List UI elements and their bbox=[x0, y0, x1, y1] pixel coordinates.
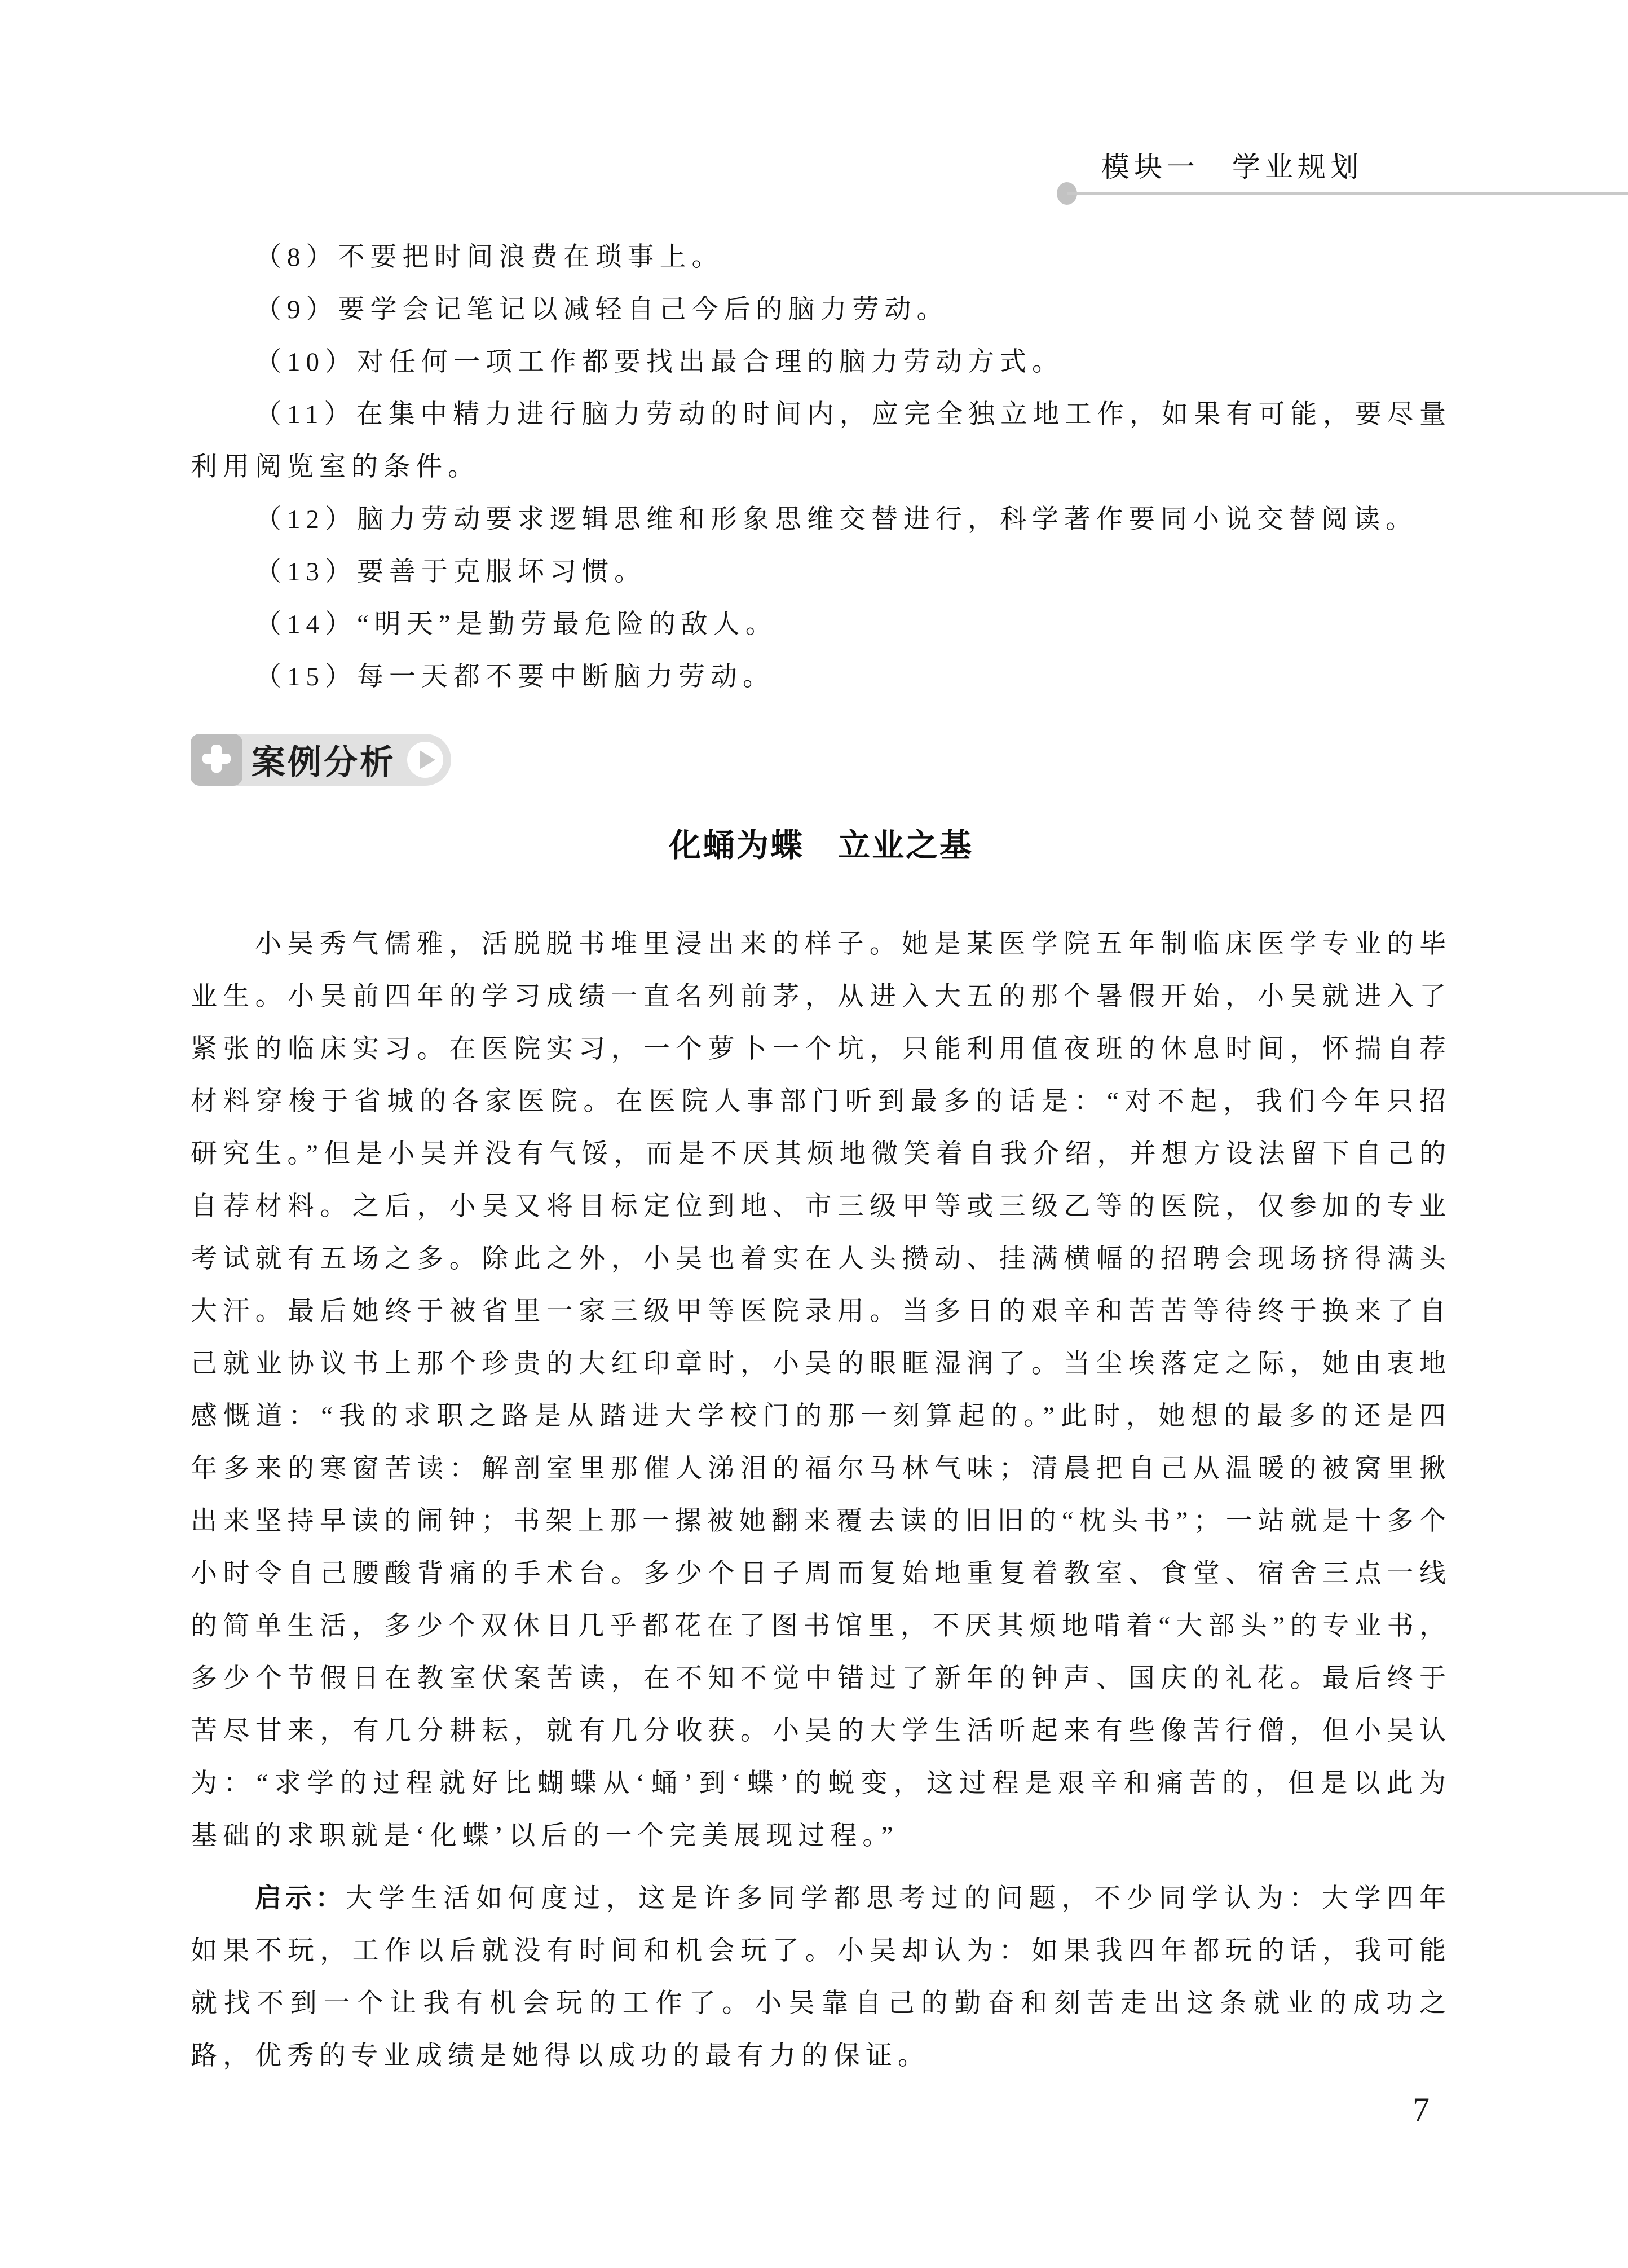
page-number: 7 bbox=[1413, 2091, 1430, 2128]
list-item: （14）“明天”是勤劳最危险的敌人。 bbox=[255, 610, 778, 639]
insight-label: 启示： bbox=[255, 1883, 346, 1913]
running-head-title: 模块一 学业规划 bbox=[1101, 151, 1363, 183]
insight-paragraph bbox=[191, 1871, 1451, 2082]
article-title: 化蛹为蝶 立业之基 bbox=[669, 828, 973, 864]
header-rule bbox=[1067, 192, 1628, 195]
list-item: （12）脑力劳动要求逻辑思维和形象思维交替进行，科学著作要同小说交替阅读。 bbox=[255, 505, 1418, 534]
insight-text: 大学生活如何度过，这是许多同学都思考过的问题，不少同学认为：大学四年如果不玩，工作以后就没有时间和机会玩了。小吴却认为：如果我四年都玩的话，我可能就找不到一个让我有机会玩的工作了。小吴靠自己的勤奋和刻苦走出这条就业的成功之路，优秀的专业成绩是她得以成功的最有力的保证。 bbox=[191, 1884, 1452, 2071]
case-study-paragraph: 小吴秀气儒雅，活脱脱书堆里浸出来的样子。她是某医学院五年制临床医学专业的毕业生。小吴前四年的学习成绩一直名列前茅，从进入大五的那个暑假开始，小吴就进入了紧张的临床实习。在医院实习，一个萝卜一个坑，只能利用值夜班的休息时间，怀揣自荐材料穿梭于省城的各家医院。在医院人事部门听到最多的话是：“对不起，我们今年只招研究生。”但是小吴并没有气馁，而是不厌其烦地微笑着自我介绍，并想方设法留下自己的自荐材料。之后，小吴又将目标定位到地、市三级甲等或三级乙等的医院，仅参加的专业考试就有五场之多。除此之外，小吴也着实在人头攒动、挂满横幅的招聘会现场挤得满头大汗。最后她终于被省里一家三级甲等医院录用。当多日的艰辛和苦苦等待终于换来了自己就业协议书上那个珍贵的大红印章时，小吴的眼眶湿润了。当尘埃落定之际，她由衷地感慨道：“我的求职之路是从踏进大学校门的那一刻算起的。”此时，她想的最多的还是四年多来的寒窗苦读：解剖室里那催人涕泪的福尔马林气味；清晨把自己从温暖的被窝里揪出来坚持早读的闹钟；书架上那一摞被她翻来覆去读的旧旧的“枕头书”；一站就是十多个小时令自己腰酸背痛的手术台。多少个日子周而复始地重复着教室、食堂、宿舍三点一线的简单生活，多少个双休日几乎都花在了图书馆里，不厌其烦地啃着“大部头”的专业书，多少个节假日在教室伏案苦读，在不知不觉中错过了新年的钟声、国庆的礼花。最后终于苦尽甘来，有几分耕耘，就有几分收获。小吴的大学生活听起来有些像苦行僧，但小吴认为：“求学的过程就好比蝴蝶从‘蛹’到‘蝶’的蜕变，这过程是艰辛和痛苦的，但是以此为基础的求职就是‘化蝶’以后的一个完美展现过程。” bbox=[191, 930, 1451, 1851]
list-item: （15）每一天都不要中断脑力劳动。 bbox=[255, 662, 775, 692]
list-item: （9）要学会记笔记以减轻自己今后的脑力劳动。 bbox=[255, 295, 949, 324]
plus-icon bbox=[200, 742, 233, 778]
list-item: （13）要善于克服坏习惯。 bbox=[255, 557, 646, 587]
case-analysis-badge bbox=[191, 734, 451, 786]
list-item: （11）在集中精力进行脑力劳动的时间内，应完全独立地工作，如果有可能，要尽量利用阅览室的条件。 bbox=[191, 400, 1451, 482]
text-column bbox=[191, 231, 1451, 2082]
badge-left-tile bbox=[191, 734, 242, 786]
section-badge-label: 案例分析 bbox=[252, 743, 396, 781]
list-item: （8）不要把时间浪费在琐事上。 bbox=[255, 243, 724, 272]
list-item: （10）对任何一项工作都要找出最合理的脑力劳动方式。 bbox=[255, 347, 1064, 377]
play-icon bbox=[407, 742, 443, 778]
